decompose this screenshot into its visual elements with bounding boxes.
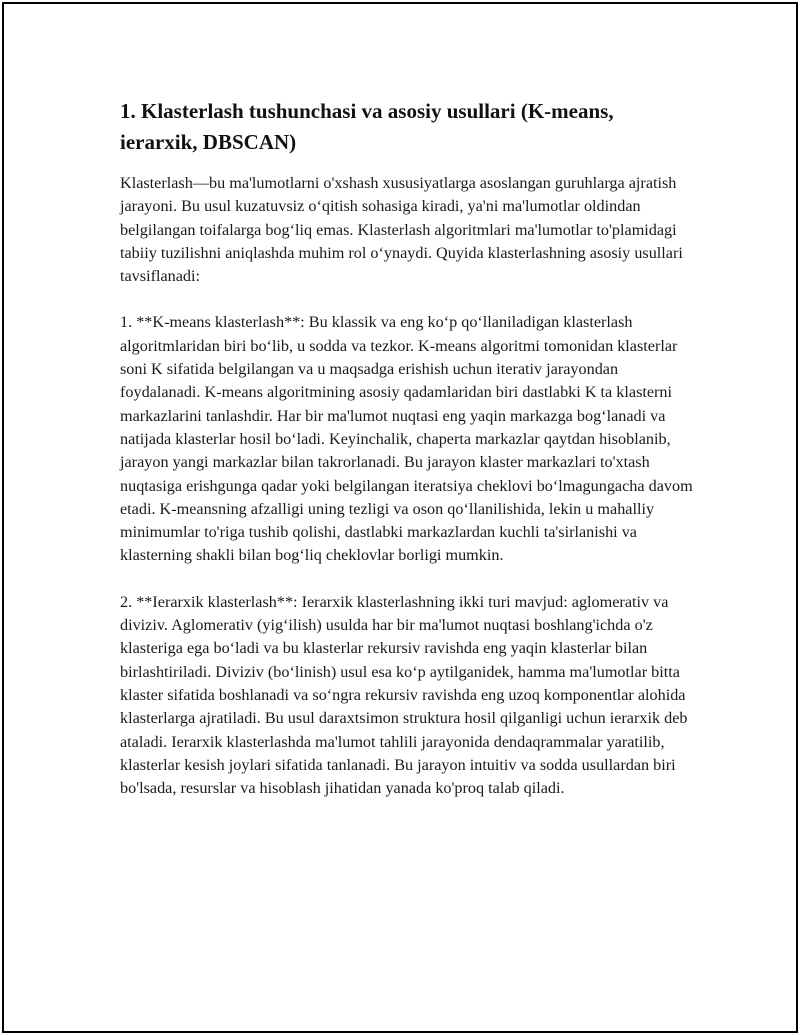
paragraph-intro: Klasterlash—bu ma'lumotlarni o'xshash xususiyatlarga asoslangan guruhlarga ajratish jarayoni. Bu usul kuzatuvsiz o‘qitish sohasiga kiradi, ya'ni ma'lumotlar oldindan belgilangan toifalarga bog‘liq emas. Klasterlash algoritmlari ma'lumotlar to'plamidagi tabiiy tuzilishni aniqlashda muhim rol o‘ynaydi. Quyida klasterlashning asosiy usullari tavsiflanadi: <box>120 174 683 286</box>
page-frame <box>2 2 798 1033</box>
document-body <box>120 96 695 823</box>
paragraph-hierarchical: 2. **Ierarxik klasterlash**: Ierarxik klasterlashning ikki turi mavjud: aglomerativ va diviziv. Aglomerativ (yig‘ilish) usulda har bir ma'lumot nuqtasi boshlang'ichda o'z klasteriga ega bo‘ladi va bu klasterlar rekursiv ravishda eng yaqin klasterlar bilan birlashtiriladi. Diviziv (bo‘linish) usul esa ko‘p aytilganidek, hamma ma'lumotlar bitta klaster sifatida boshlanadi va so‘ngra rekursiv ravishda eng uzoq komponentlar alohida klasterlarga ajratiladi. Bu usul daraxtsimon struktura hosil qilganligi uchun ierarxik deb ataladi. Ierarxik klasterlashda ma'lumot tahlili jarayonida dendaqrammalar yaratilib, klasterlar kesish joylari sifatida tanlanadi. Bu jarayon intuitiv va sodda usullardan biri bo'lsada, resurslar va hisoblash jihatidan yanada ko'proq talab qiladi. <box>120 592 688 798</box>
paragraph-kmeans: 1. **K-means klasterlash**: Bu klassik va eng ko‘p qo‘llaniladigan klasterlash algoritmlaridan biri bo‘lib, u sodda va tezkor. K-means algoritmi tomonidan klasterlar soni K sifatida belgilangan va u maqsadga erishish uchun iterativ jarayondan foydalanadi. K-means algoritmining asosiy qadamlaridan biri dastlabki K ta klasterni markazlarini tanlashdir. Har bir ma'lumot nuqtasi eng yaqin markazga bog‘lanadi va natijada klasterlar hosil bo‘ladi. Keyinchalik, chaperta markazlar qaytdan hisoblanib, jarayon yangi markazlar bilan takrorlanadi. Bu jarayon klaster markazlari to'xtash nuqtasiga erishgunga qadar yoki belgilangan iteratsiya cheklovi bo‘lmagungacha davom etadi. K-meansning afzalligi uning tezligi va oson qo‘llanilishida, lekin u mahalliy minimumlar to'riga tushib qolishi, dastlabki markazlardan kuchli ta'sirlanishi va klasterning shakli bilan bog‘liq cheklovlar borligi mumkin. <box>120 313 693 565</box>
section-heading: 1. Klasterlash tushunchasi va asosiy usullari (K-means, ierarxik, DBSCAN) <box>120 99 614 154</box>
